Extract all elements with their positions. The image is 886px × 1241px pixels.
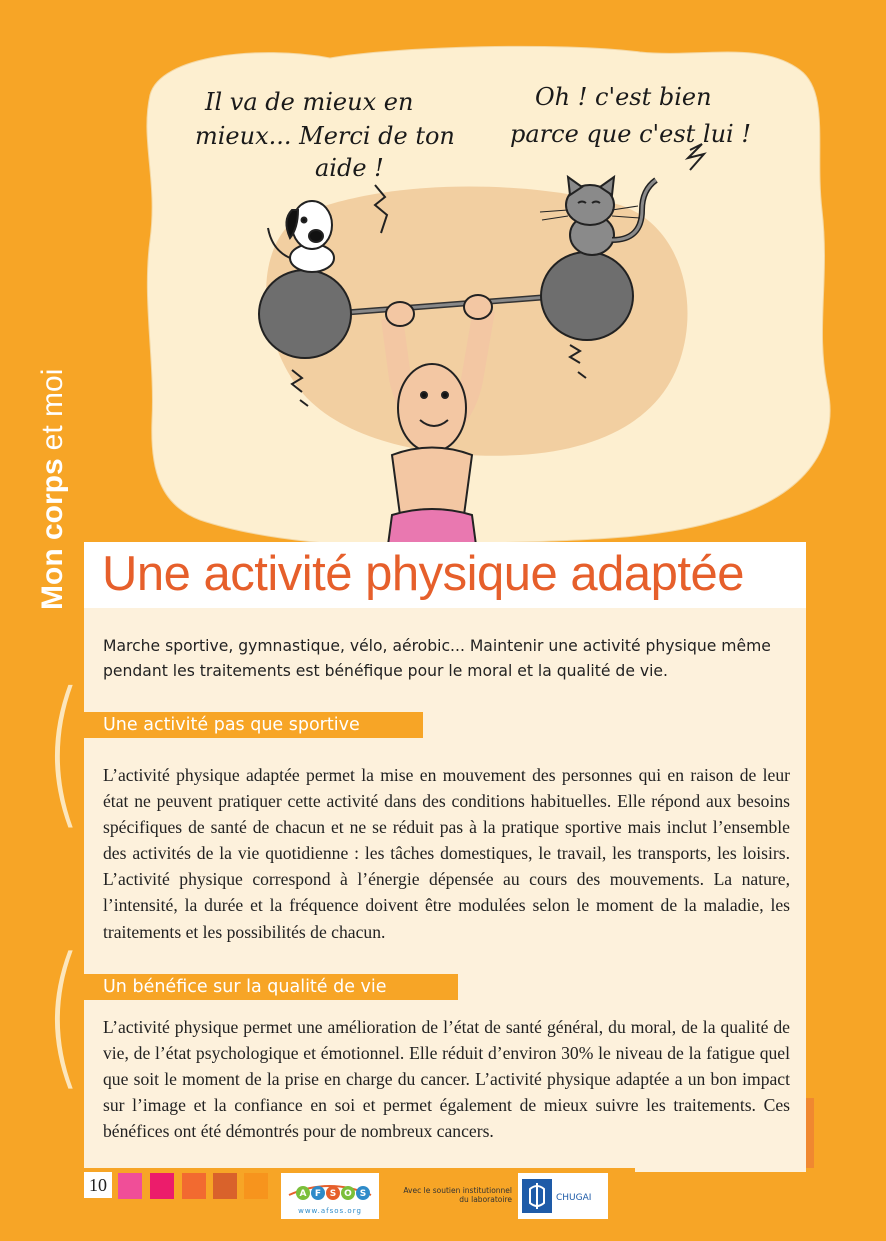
svg-text:O: O: [344, 1189, 352, 1199]
cat-speech-line-2: parce que c'est lui !: [510, 120, 751, 148]
afsos-logo-text: AFSOS: [331, 1182, 335, 1183]
svg-text:S: S: [329, 1189, 337, 1199]
right-weight: [541, 252, 633, 340]
accent-strip: [806, 1098, 814, 1168]
dog-speech-line-1: Il va de mieux en: [205, 88, 414, 116]
page-number: 10: [84, 1172, 112, 1198]
section-heading-2: Un bénéfice sur la qualité de vie: [84, 974, 458, 1000]
svg-text:S: S: [359, 1189, 367, 1199]
side-title-bold: Mon corps: [36, 458, 69, 610]
color-swatch-2: [150, 1173, 174, 1199]
page-title: Une activité physique adaptée: [102, 547, 744, 601]
color-swatch-3: [182, 1173, 206, 1199]
chugai-logo-text: CHUGAI: [556, 1193, 592, 1203]
dog-speech-line-2: mieux... Merci de ton: [195, 122, 455, 150]
panel-bottom-strip: [635, 1166, 806, 1172]
chugai-logo: [518, 1173, 608, 1219]
color-swatch-1: [118, 1173, 142, 1199]
svg-text:A: A: [299, 1189, 307, 1199]
cat-speech-line-1: Oh ! c'est bien: [535, 83, 712, 111]
support-text: [388, 1186, 512, 1204]
side-title: [36, 369, 70, 610]
afsos-url: www.afsos.org: [298, 1207, 362, 1215]
parenthesis-decoration-1: (: [44, 657, 84, 845]
svg-text:F: F: [314, 1189, 322, 1199]
parenthesis-decoration-2: (: [44, 924, 84, 1106]
weightlifter-illustration: [0, 0, 886, 560]
color-swatch-5: [244, 1173, 268, 1199]
section-heading-1: Une activité pas que sportive: [84, 712, 423, 738]
color-swatch-4: [213, 1173, 237, 1199]
dog-speech-line-3: aide !: [315, 154, 384, 182]
section-body-2: L’activité physique permet une amélioration de l’état de santé général, du moral, de la qualité de vie, de l’état psychologique et émotionnel. Elle réduit d’environ 30% le niveau de la fatigue quel que soit le moment de la prise en charge du cancer. L’activité physique adaptée a un bon impact sur l’image et la confiance en soi et permet également de mieux suivre les traitements. Ces bénéfices ont été démontrés pour de nombreux cancers.: [103, 1017, 790, 1142]
support-line-2: du laboratoire: [459, 1195, 512, 1204]
section-body-1: L’activité physique adaptée permet la mise en mouvement des personnes qui en raison de leur état ne peuvent pratiquer cette activité dans des conditions habituelles. Elle répond aux besoins spécifiques de santé de chacun et ne se réduit pas à la pratique sportive mais inclut l’ensemble des activités de la vie quotidienne : les tâches domestiques, le travail, les transports, les loisirs. L’activité physique correspond à l’énergie dépensée au cours des mouvements. La nature, l’intensité, la durée et la fréquence doivent être modulées selon le moment de la maladie, les traitements et les possibilités de chacun.: [103, 765, 790, 942]
support-line-1: Avec le soutien institutionnel: [403, 1186, 512, 1195]
afsos-logo: [281, 1173, 379, 1219]
intro-paragraph: Marche sportive, gymnastique, vélo, aérobic... Maintenir une activité physique même pendant les traitements est bénéfique pour le moral et la qualité de vie.: [103, 637, 771, 680]
title-bar: [84, 542, 806, 608]
left-weight: [259, 270, 351, 358]
side-title-light: et moi: [36, 368, 69, 451]
